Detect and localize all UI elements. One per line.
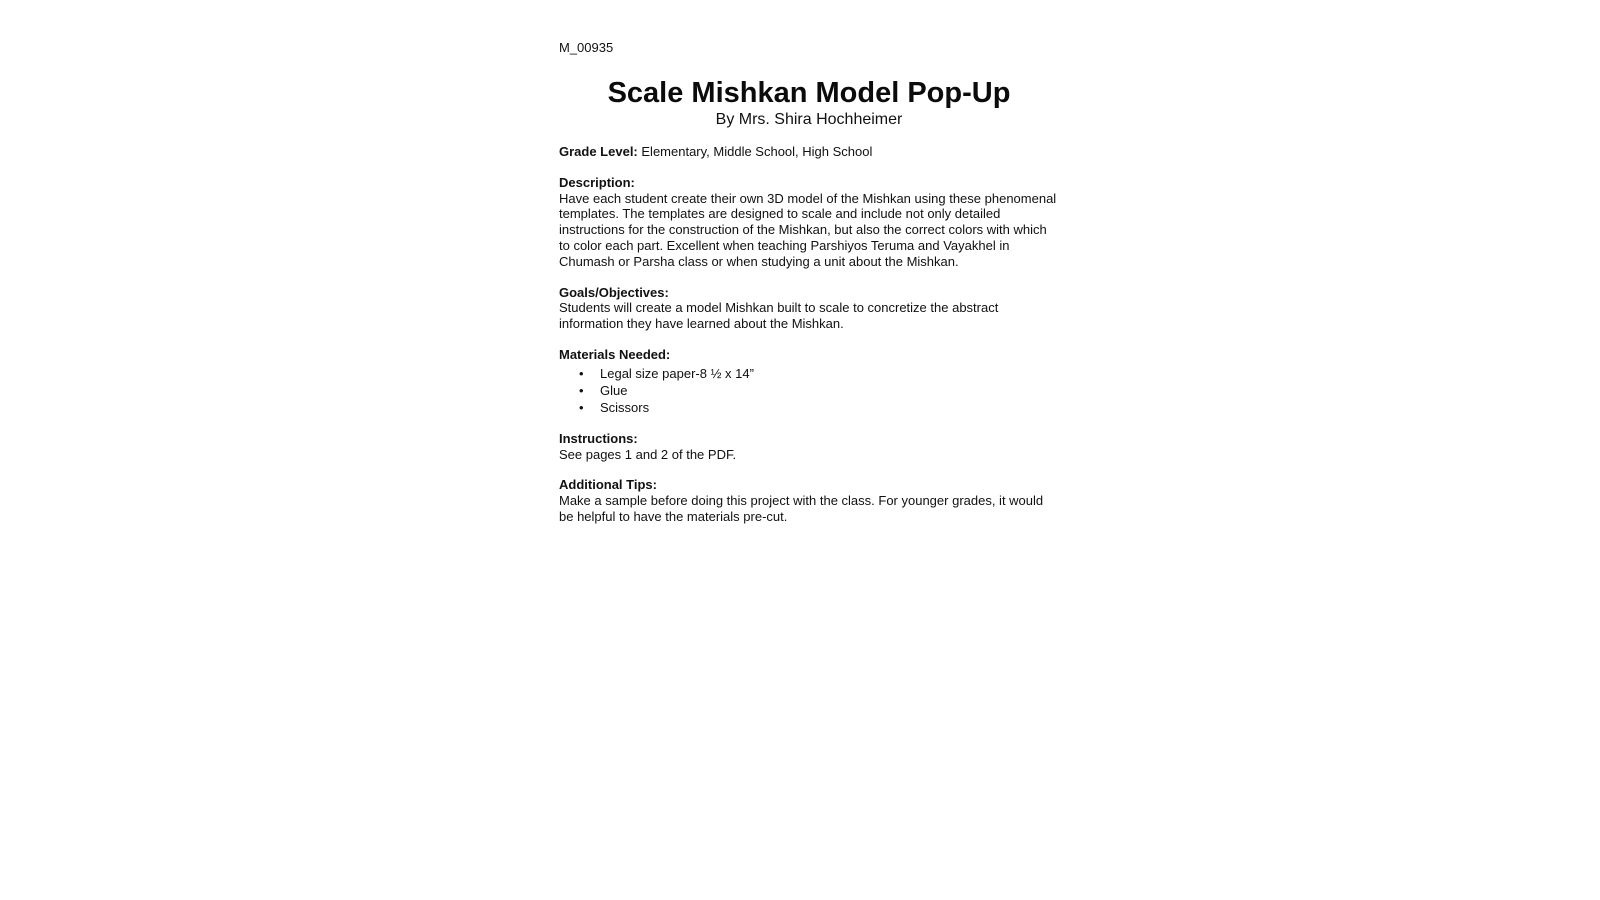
description-text: Have each student create their own 3D model of the Mishkan using these phenomenal templates. The templates are designed to scale and include not only detailed instructions for the construction of the Mishkan, but also the correct colors with which to color each part. Excellent when teaching Parshiyos Teruma and Vayakhel in Chumash or Parsha class or when studying a unit about the Mishkan. bbox=[559, 190, 1057, 269]
materials-label: Materials Needed: bbox=[559, 346, 671, 362]
list-item bbox=[579, 382, 1059, 399]
materials-section bbox=[559, 347, 1059, 416]
page-title: Scale Mishkan Model Pop-Up bbox=[607, 77, 1011, 109]
tips-label: Additional Tips: bbox=[559, 477, 657, 493]
tips-section bbox=[559, 477, 1059, 524]
material-item: Scissors bbox=[600, 399, 650, 415]
bullet-icon: • bbox=[579, 382, 584, 398]
instructions-section bbox=[559, 431, 1059, 463]
document-page bbox=[559, 40, 1059, 540]
description-label: Description: bbox=[559, 174, 635, 190]
materials-list bbox=[559, 365, 1059, 416]
grade-level-value: Elementary, Middle School, High School bbox=[641, 144, 873, 159]
list-item bbox=[579, 399, 1059, 416]
goals-label: Goals/Objectives: bbox=[559, 284, 669, 300]
goals-section bbox=[559, 285, 1059, 332]
tips-text: Make a sample before doing this project with the class. For younger grades, it would be helpful to have the materials pre-cut. bbox=[559, 493, 1044, 524]
grade-level-section bbox=[559, 144, 1059, 160]
material-item: Legal size paper-8 ½ x 14” bbox=[600, 365, 754, 381]
bullet-icon: • bbox=[579, 365, 584, 381]
material-item: Glue bbox=[600, 382, 628, 398]
document-id: M_00935 bbox=[559, 40, 614, 55]
grade-level-label: Grade Level: bbox=[559, 144, 638, 159]
bullet-icon: • bbox=[579, 399, 584, 415]
description-section bbox=[559, 175, 1059, 270]
author-byline: By Mrs. Shira Hochheimer bbox=[715, 111, 903, 128]
goals-text: Students will create a model Mishkan built to scale to concretize the abstract information they have learned about the Mishkan. bbox=[559, 300, 999, 332]
instructions-text: See pages 1 and 2 of the PDF. bbox=[559, 446, 737, 462]
instructions-label: Instructions: bbox=[559, 430, 638, 446]
list-item bbox=[579, 365, 1059, 382]
